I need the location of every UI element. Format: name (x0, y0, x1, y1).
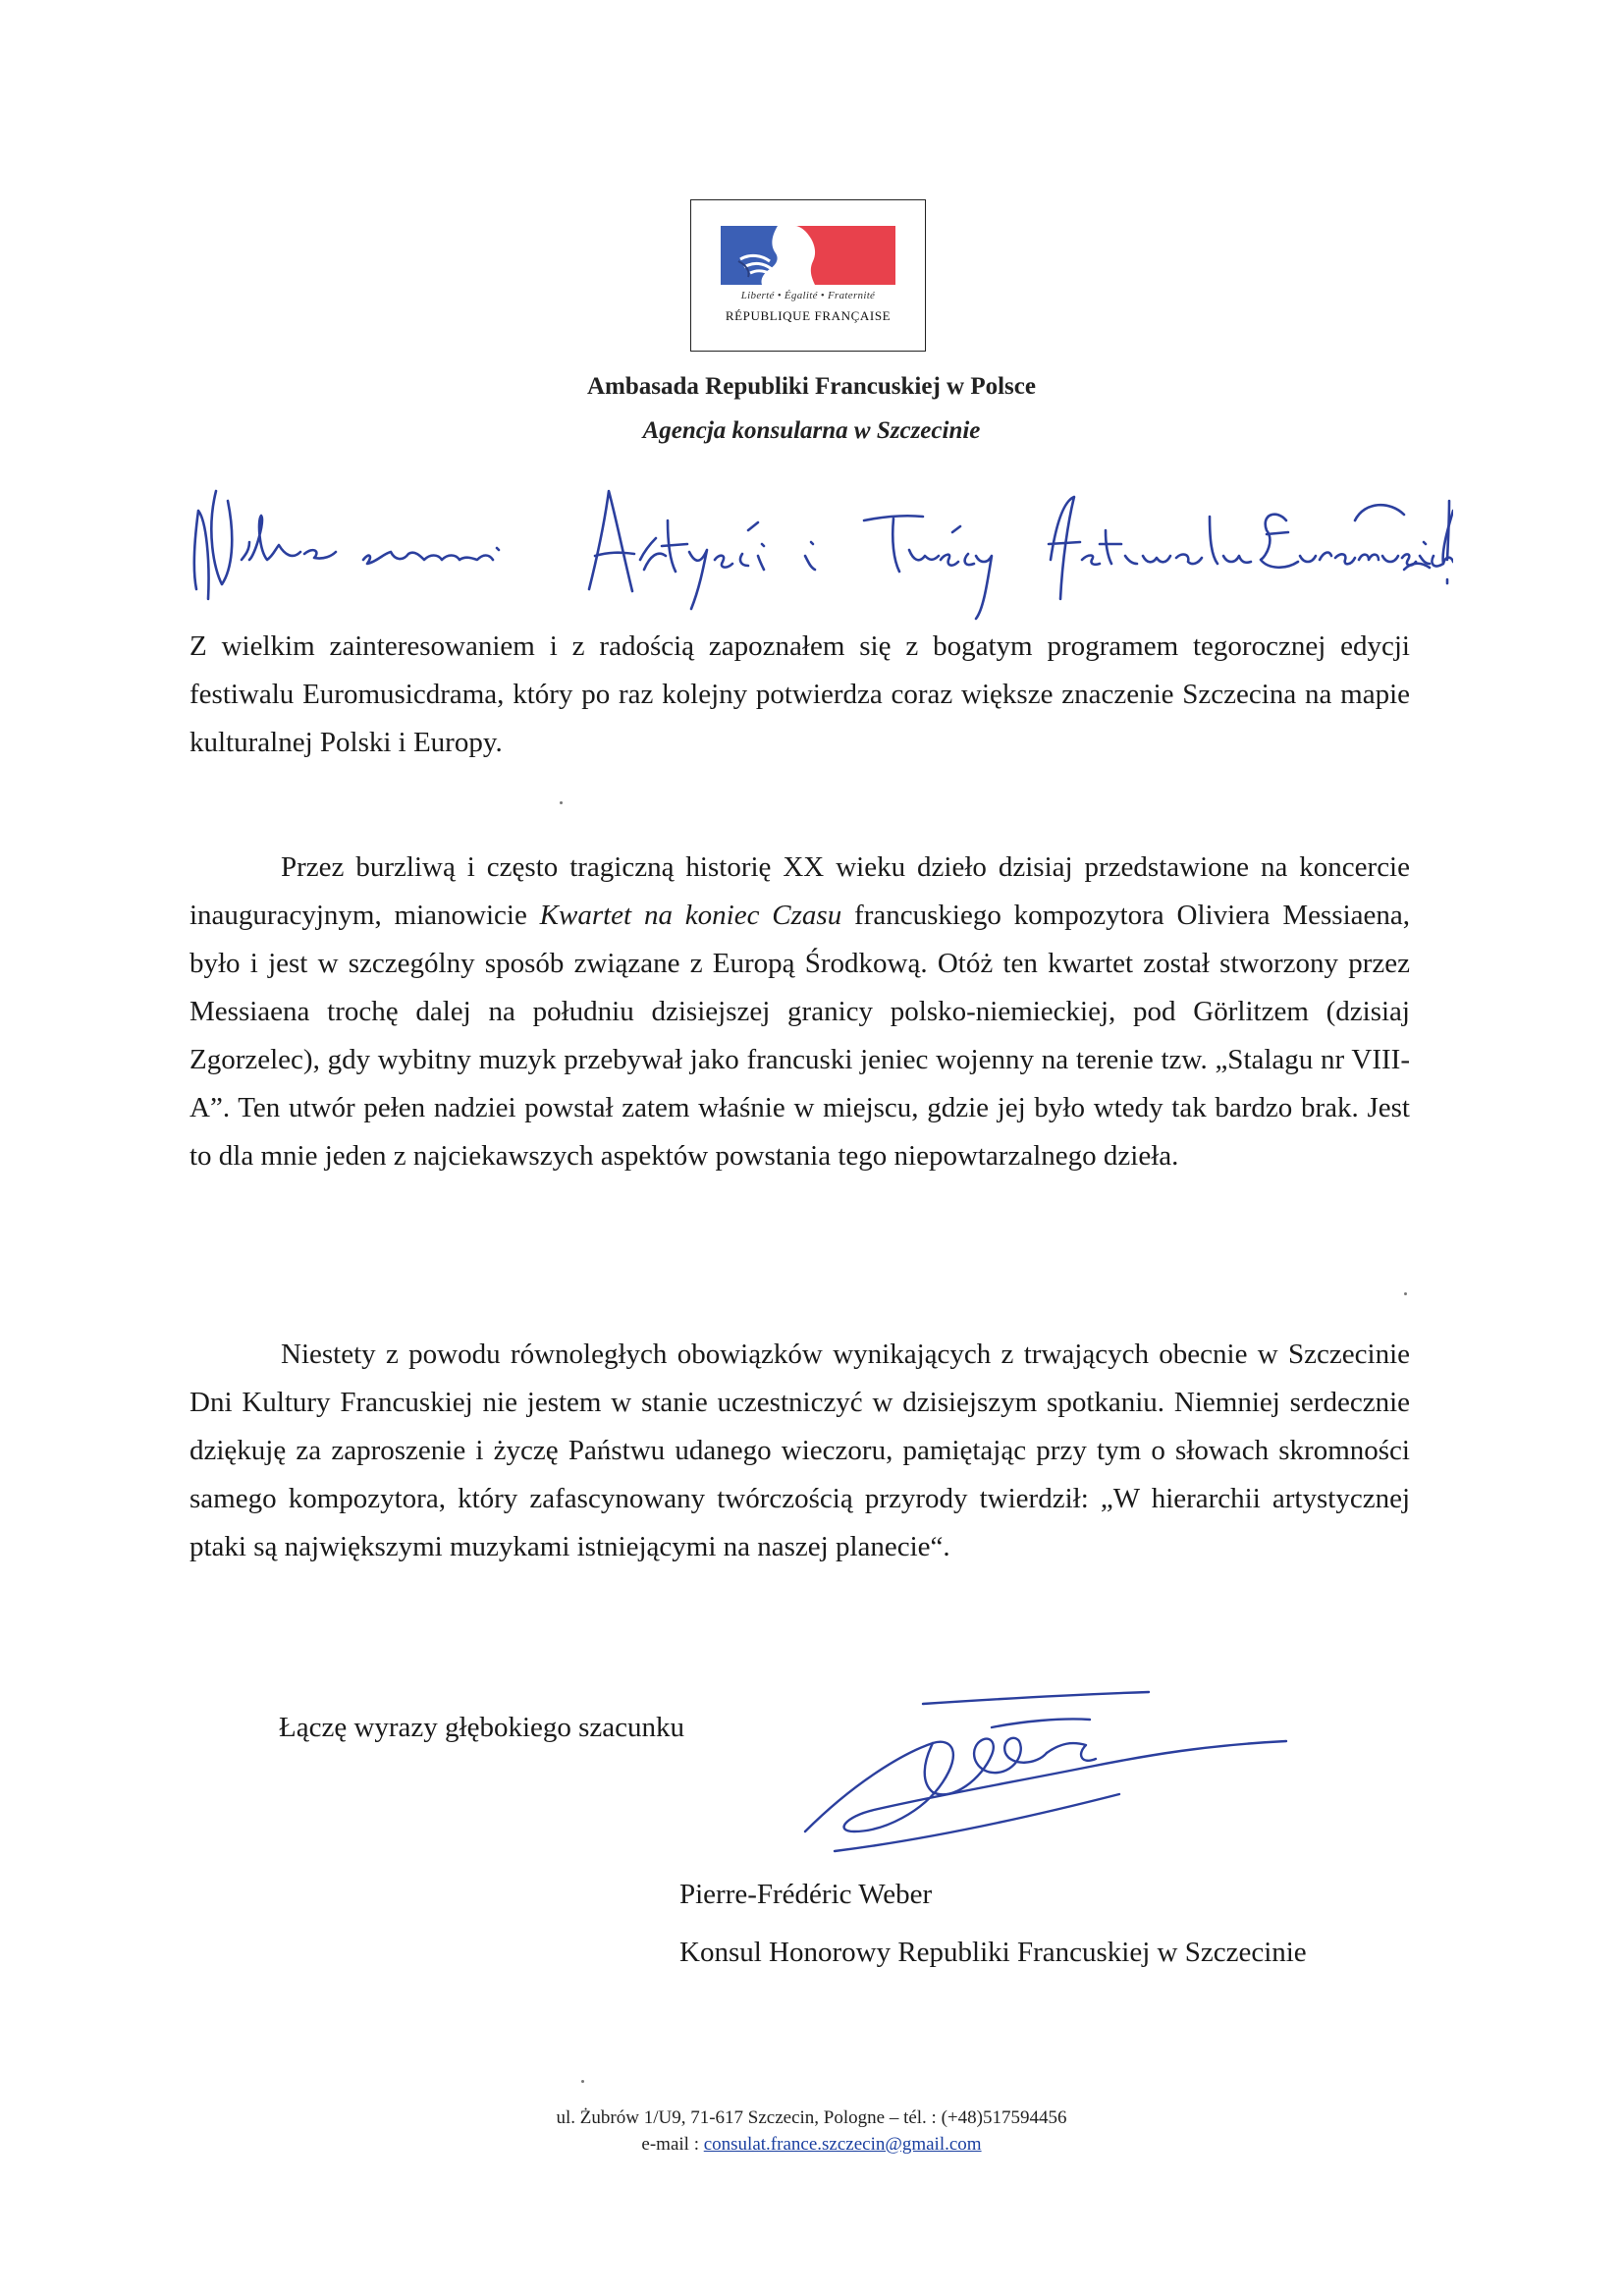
marianne-flag-icon (721, 226, 895, 285)
logo-republique-francaise: RÉPUBLIQUE FRANÇAISE (725, 308, 892, 323)
work-title: Kwartet na koniec Czasu (539, 900, 842, 931)
handwritten-signature (795, 1684, 1306, 1861)
scan-speck (560, 801, 563, 804)
consular-agency-heading: Agencja konsularna w Szczecinie (642, 417, 981, 444)
footer-address: ul. Żubrów 1/U9, 71-617 Szczecin, Pologne – tél. : (+48)517594456 (556, 2107, 1067, 2128)
paragraph-2-text-a: Przez burzliwą i często tragiczną historię XX wieku dzieło dzisiaj przedstawione na koncercie inauguracyjnym, mianowicie (189, 851, 1410, 931)
scan-speck (1404, 1292, 1407, 1295)
paragraph-1: Z wielkim zainteresowaniem i z radością zapoznałem się z bogatym programem tegorocznej edycji festiwalu Euromusicdrama, który po raz kolejny potwierdza coraz większe znaczenie Szczecina na mapie kulturalnej Polski i Europy. (189, 630, 1410, 758)
paragraph-3: Niestety z powodu równoległych obowiązków wynikających z trwających obecnie w Szczecinie Dni Kultury Francuskiej nie jestem w stanie uczestniczyć w dzisiejszym spotkaniu. Niemniej serdecznie dziękuję za zaproszenie i życzę Państwu udanego wieczoru, pamiętając przy tym o słowach skromności samego kompozytora, który zafascynowany twórczością przyrody twierdził: „W hierarchii artystycznej ptaki są największymi muzykami istniejącymi na naszej planecie“. (189, 1339, 1410, 1562)
marianne-logo (690, 199, 926, 352)
footer-email-link[interactable]: consulat.france.szczecin@gmail.com (703, 2134, 982, 2155)
embassy-heading: Ambasada Republiki Francuskiej w Polsce (587, 373, 1036, 400)
handwritten-salutation (177, 462, 1453, 629)
footer (0, 2105, 1623, 2158)
signer-title: Konsul Honorowy Republiki Francuskiej w Szczecinie (679, 1937, 1307, 1968)
scan-speck (581, 2080, 584, 2083)
signer-name: Pierre-Frédéric Weber (679, 1879, 933, 1910)
logo-motto: Liberté • Égalité • Fraternité (740, 290, 876, 301)
paragraph-2-text-b: francuskiego kompozytora Oliviera Messiaena, było i jest w szczególny sposób związane z Europą Środkową. Otóż ten kwartet został stworzony przez Messiaena trochę dalej na południu dzisiejszej granicy polsko-niemieckiej, pod Görlitzem (dzisiaj Zgorzelec), gdy wybitny muzyk przebywał jako francuski jeniec wojenny na terenie tzw. „Stalagu nr VIII-A”. Ten utwór pełen nadziei powstał zatem właśnie w miejscu, gdzie jej było wtedy tak bardzo brak. Jest to dla mnie jeden z najciekawszych aspektów powstania tego niepowtarzalnego dzieła. (189, 900, 1411, 1172)
paragraph-2 (189, 844, 1410, 1180)
closing-line: Łączę wyrazy głębokiego szacunku (279, 1712, 685, 1743)
footer-email-label: e-mail : (641, 2134, 704, 2155)
footer-email-line (0, 2131, 1623, 2158)
